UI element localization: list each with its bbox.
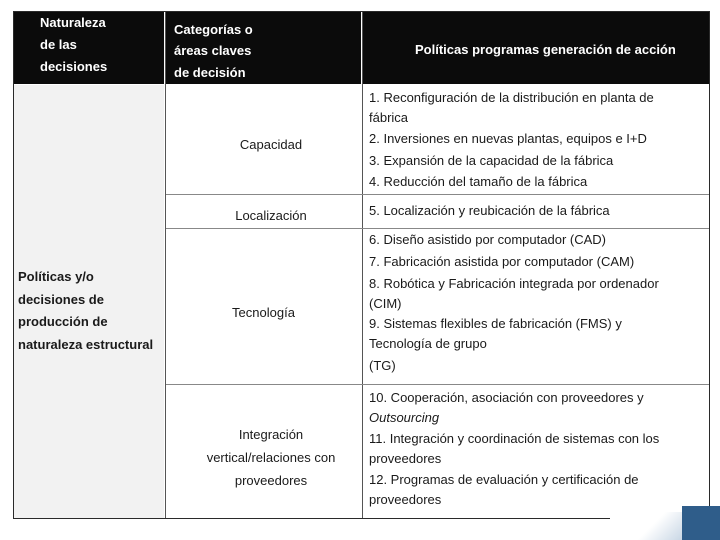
policy-2: 2. Inversiones en nuevas plantas, equipos e I+D <box>369 131 647 146</box>
policy-1-line-2: fábrica <box>369 110 409 125</box>
policy-6: 6. Diseño asistido por computador (CAD) <box>369 232 606 247</box>
policy-12 <box>369 470 701 510</box>
category-integracion-line-1: Integración <box>238 427 304 442</box>
header-nature-line-1: Naturaleza <box>40 15 106 30</box>
policy-11 <box>369 429 701 469</box>
category-integracion-line-3: proveedores <box>234 473 308 488</box>
header-categories-line-1: Categorías o <box>174 22 253 37</box>
policy-7: 7. Fabricación asistida por computador (CAM) <box>369 254 635 269</box>
policy-12-line-1: 12. Programas de evaluación y certificación de <box>369 472 639 487</box>
category-integracion <box>166 423 376 492</box>
policy-8-line-2: (CIM) <box>369 296 402 311</box>
header-policies-title: Políticas programas generación de acción <box>415 42 676 57</box>
policy-1-line-1: 1. Reconfiguración de la distribución en planta de <box>369 90 654 105</box>
header-categories-line-2: áreas claves <box>174 43 252 58</box>
policy-12-line-2: proveedores <box>369 492 442 507</box>
policy-5: 5. Localización y reubicación de la fábrica <box>369 203 610 218</box>
category-tecnologia: Tecnología <box>232 305 295 320</box>
policy-11-line-2: proveedores <box>369 451 442 466</box>
nature-line-4: naturaleza estructural <box>18 336 154 352</box>
nature-line-3: producción de <box>18 314 108 329</box>
category-capacidad: Capacidad <box>239 137 303 152</box>
policy-4: 4. Reducción del tamaño de la fábrica <box>369 174 588 189</box>
policy-8-line-1: 8. Robótica y Fabricación integrada por ordenador <box>369 276 659 291</box>
policy-9-line-1: 9. Sistemas flexibles de fabricación (FMS) y <box>369 316 622 331</box>
nature-line-1: Políticas y/o <box>18 269 94 284</box>
policy-1 <box>369 88 701 128</box>
policy-11-line-1: 11. Integración y coordinación de sistemas con los <box>369 431 660 446</box>
policy-9-line-2: Tecnología de grupo <box>369 336 487 351</box>
header-nature-line-3: decisiones <box>40 59 108 74</box>
header-nature-line-2: de las <box>40 37 77 52</box>
policy-9-tg: (TG) <box>369 358 396 373</box>
policy-9 <box>369 314 701 354</box>
policy-3: 3. Expansión de la capacidad de la fábrica <box>369 153 614 168</box>
header-categories-line-3: de decisión <box>174 65 246 80</box>
nature-line-2: decisiones de <box>18 291 104 307</box>
decorative-corner-bar <box>682 506 720 540</box>
category-localizacion: Localización <box>235 208 307 223</box>
policy-10 <box>369 388 701 428</box>
nature-label <box>18 266 153 356</box>
policy-8 <box>369 274 701 314</box>
policy-10-line-1: 10. Cooperación, asociación con proveedores y <box>369 390 644 405</box>
policy-10-line-2: Outsourcing <box>369 410 440 425</box>
category-integracion-line-2: vertical/relaciones con <box>206 450 336 465</box>
